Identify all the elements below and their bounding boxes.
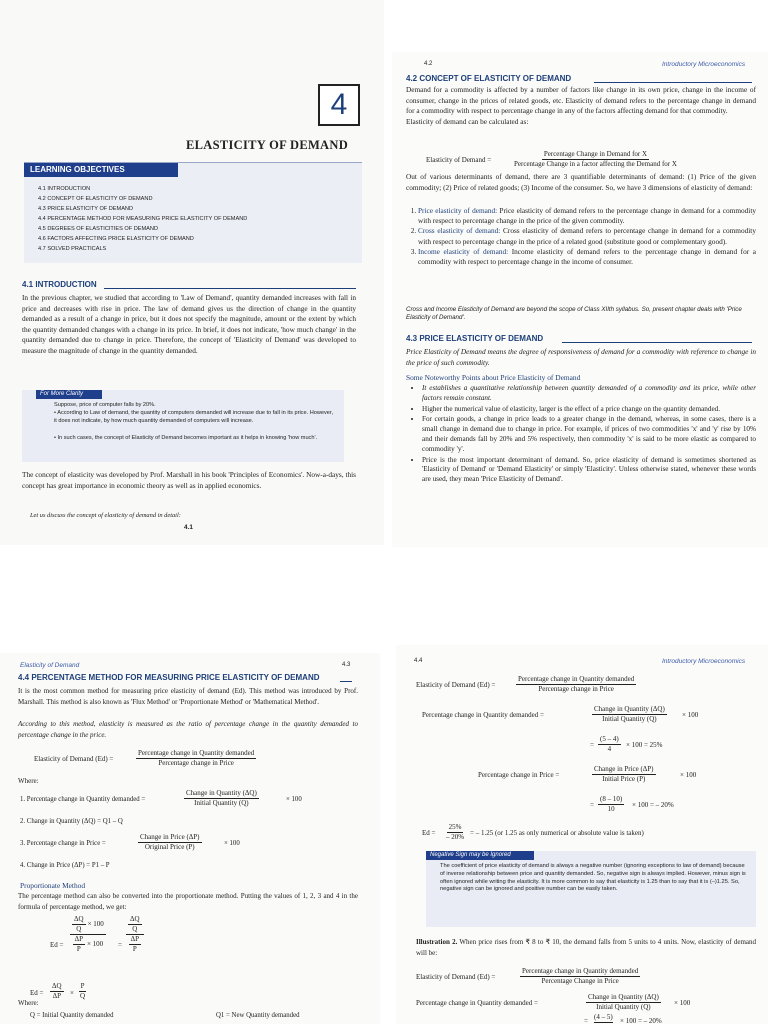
where-label: Where:	[18, 777, 39, 785]
equals-sign: =	[118, 941, 122, 949]
pq-fraction	[592, 705, 667, 724]
more-clarity-bullet	[54, 410, 334, 425]
objective-item: 4.4 PERCENTAGE METHOD FOR MEASURING PRICE ELASTICITY OF DEMAND	[38, 216, 248, 222]
dimension-item	[418, 206, 756, 226]
definition-q1: Q1 = New Quantity demanded	[216, 1012, 300, 1019]
fraction-numerator: (5 – 4)	[600, 735, 619, 743]
calc2-result: × 100 = – 20%	[632, 801, 674, 809]
page-number: 4.4	[414, 658, 423, 664]
page-4-4	[396, 645, 768, 1024]
elasticity-fraction	[512, 150, 679, 169]
fraction-numerator	[126, 915, 144, 935]
ed-value-fraction	[444, 823, 466, 842]
q: Q	[132, 925, 138, 933]
dimension-text: Cross elasticity of demand refers to percentage change in demand for a commodity with respect to percentage change in the price of a related good (substitute good or complementary good).	[418, 226, 756, 246]
pp-fraction	[592, 765, 656, 784]
illustration-2	[416, 937, 756, 958]
delta-q: ΔQ	[52, 982, 62, 990]
ed2-lhs: Elasticity of Demand (Ed) =	[416, 973, 496, 981]
calc1-fraction	[598, 735, 621, 754]
calc3-numerator: (4 – 5)	[594, 1013, 613, 1021]
section-heading-introduction: 4.1 INTRODUCTION	[22, 280, 97, 289]
fraction-numerator	[70, 915, 106, 935]
delta-p: ΔP	[130, 935, 139, 943]
negative-sign-tag: Negative Sign may be Ignored	[426, 851, 534, 860]
section-heading-price-elasticity: 4.3 PRICE ELASTICITY OF DEMAND	[406, 334, 544, 343]
learning-objectives-box	[24, 162, 362, 263]
introduction-paragraph: In the previous chapter, we studied that according to 'Law of Demand', quantity demanded increases with fall in price and decreases with rise in price. The law of demand gives us the direction of change in the quantity demanded as a result of a change in price, but it does not specify the magnitude, amount or the extent by which the quantity demanded changes with a change in its price. In brief, it does not indicate, 'how much change' in the quantity demanded due to change in price. Therefore, the concept of 'Elasticity of Demand' was developed to measure the magnitude of change in the quantity demanded.	[22, 293, 356, 355]
points-heading: Some Noteworthy Points about Price Elasticity of Demand	[406, 373, 581, 382]
fraction-denominator: Percentage Change in Price	[541, 977, 619, 985]
times-100: × 100	[674, 999, 691, 1007]
point-item: • For certain goods, a change in price leads to a greater change in the demand, whereas, in some cases, there is a small change in demand due to change in price. For example, if prices of two commodities 'x' and 'y' rise by 10% and their demands fall by 20% and 5% respectively, then commodity 'x' is said to be more elastic as compared to commodity 'y'.	[422, 415, 756, 454]
fraction-numerator: Change in Quantity (ΔQ)	[588, 993, 659, 1001]
dimension-term: Price elasticity of demand:	[418, 206, 498, 215]
times-sign: ×	[70, 989, 74, 997]
section-heading-concept: 4.2 CONCEPT OF ELASTICITY OF DEMAND	[406, 74, 572, 83]
concept-text: Demand for a commodity is affected by a number of factors like change in its own price, change in the income of consumer, change in the prices of related goods, etc. Elasticity of demand refers to the percentage change in demand for a commodity with respect to percentage change in any of the factors affecting demand for that commodity.	[406, 85, 756, 116]
definition-q: Q = Initial Quantity demanded	[30, 1012, 114, 1019]
item-3-tail: × 100	[224, 840, 240, 847]
fraction-numerator: Change in Quantity (ΔQ)	[186, 789, 257, 797]
objective-item: 4.5 DEGREES OF ELASTICITIES OF DEMAND	[38, 226, 158, 232]
syllabus-note: Cross and Income Elasticity of Demand are beyond the scope of Class XIIth syllabus. So, present chapter deals with 'Price Elasticity of Demand'.	[406, 306, 742, 321]
fraction-denominator	[127, 935, 143, 954]
proportionate-paragraph: The percentage method can also be converted into the proportionate method. Putting the values of 1, 2, 3 and 4 in the formula of percentage method, we get:	[18, 892, 358, 911]
fraction-numerator: Change in Price (ΔP)	[594, 765, 654, 773]
more-clarity-box	[22, 390, 344, 462]
fraction-denominator: Percentage change in Price	[538, 685, 614, 693]
bullet-dot: •	[54, 410, 58, 416]
fraction-denominator: 4	[607, 745, 612, 753]
delta-q: ΔQ	[130, 915, 140, 923]
simplified-fraction	[126, 915, 144, 954]
ed-fraction	[136, 749, 256, 768]
fraction-numerator: Percentage Change in Demand for X	[543, 150, 648, 158]
p: P	[76, 945, 81, 953]
lets-discuss-line: Let us discuss the concept of elasticity of demand in detail:	[30, 512, 181, 519]
ed-lhs: Elasticity of Demand (Ed) =	[416, 681, 496, 689]
item-3-fraction	[138, 833, 202, 852]
p-q-fraction	[78, 982, 87, 1001]
fraction-numerator: Change in Price (ΔP)	[140, 833, 200, 841]
ed-eq-label: Ed =	[422, 829, 436, 837]
more-clarity-text: In such cases, the concept of Elasticity of Demand becomes important as it helps in knowing 'how much'.	[57, 435, 318, 441]
illustration-label: Illustration 2.	[416, 938, 458, 946]
page-4-3	[0, 653, 380, 1024]
pq2-lhs: Percentage change in Quantity demanded =	[416, 999, 538, 1007]
fraction-denominator: Initial Price (P)	[602, 775, 646, 783]
dimensions-list	[406, 206, 756, 267]
fraction-numerator: 25%	[448, 823, 462, 831]
objective-item: 4.7 SOLVED PRACTICALS	[38, 246, 107, 252]
delta-q: ΔQ	[74, 915, 84, 923]
fraction-numerator: Percentage change in Quantity demanded	[522, 967, 639, 975]
fraction-numerator: Percentage change in Quantity demanded	[138, 749, 255, 757]
fraction-denominator: – 20%	[446, 833, 465, 841]
heading-rule	[340, 681, 352, 682]
pq2-fraction	[586, 993, 661, 1012]
q: Q	[80, 992, 86, 1000]
objective-item: 4.3 PRICE ELASTICITY OF DEMAND	[38, 206, 134, 212]
running-header: Introductory Microeconomics	[662, 61, 746, 68]
q: Q	[76, 925, 82, 933]
learning-objectives-heading: LEARNING OBJECTIVES	[24, 163, 178, 177]
page-number: 4.1	[184, 524, 193, 531]
fraction-denominator: Initial Quantity (Q)	[596, 1003, 651, 1011]
running-header: Introductory Microeconomics	[662, 658, 746, 665]
learning-objectives-list	[38, 184, 247, 254]
according-line: According to this method, elasticity is measured as the ratio of percentage change in the quantity demanded to percentage change in the price.	[18, 720, 358, 739]
negative-sign-box	[426, 851, 756, 927]
running-header: Elasticity of Demand	[20, 662, 80, 669]
bullet-dot: •	[54, 435, 58, 441]
where-label: Where:	[18, 999, 39, 1007]
negative-sign-text: The coefficient of price elasticity of demand is always a negative number (ignoring exceptions to law of demand) because of inverse relationship between price and quantity demanded. So, negative sign is always implied. However, minus sign is often ignored while writing the elasticity. It is more common to say that elasticity is 1.25 than to say that it is (–)1.25. So, negative sign can be ignored and positive number can be easily taken.	[440, 863, 746, 893]
heading-rule	[104, 288, 356, 289]
equals-sign: =	[584, 1017, 588, 1024]
fraction-denominator: Percentage Change in a factor affecting the Demand for X	[514, 160, 677, 168]
percentage-method-paragraph: It is the most common method for measuring price elasticity of demand (Ed). This method was introduced by Prof. Marshall. This method is also known as 'Flux Method' or 'Proportionate Method' or 'Mathematical Method'.	[18, 687, 358, 706]
objective-item: 4.1 INTRODUCTION	[38, 186, 91, 192]
ed-label: Ed =	[50, 941, 64, 949]
point-item: • Higher the numerical value of elasticity, larger is the effect of a price change on the quantity demanded.	[422, 405, 756, 415]
ed-lhs: Elasticity of Demand (Ed) =	[34, 755, 114, 763]
formula-lhs: Elasticity of Demand =	[426, 156, 492, 164]
chapter-number-box	[318, 84, 360, 126]
dq-dp-fraction	[50, 982, 64, 1001]
fraction-denominator: Initial Quantity (Q)	[602, 715, 657, 723]
page-4-2	[392, 52, 768, 547]
dimension-term: Cross elasticity of demand:	[418, 226, 501, 236]
page-number: 4.2	[424, 61, 433, 67]
item-1-fraction	[184, 789, 259, 808]
equals-sign: =	[590, 741, 594, 749]
chapter-title: ELASTICITY OF DEMAND	[186, 138, 349, 152]
fraction-denominator: 10	[607, 805, 615, 813]
equals-sign: =	[590, 801, 594, 809]
fraction-numerator: Change in Quantity (ΔQ)	[594, 705, 665, 713]
dimension-term: Income elasticity of demand:	[418, 246, 509, 256]
fraction-numerator: (8 – 10)	[600, 795, 623, 803]
dimensions-paragraph: Out of various determinants of demand, there are 3 quantifiable determinants of demand: (1) Price of the given commodity; (2) Price of related goods; (3) Income of the consumer. So, we have 3 dimensions of elasticity of demand:	[406, 172, 756, 192]
calc2-fraction	[598, 795, 624, 814]
times-100: × 100	[680, 771, 697, 779]
times-100: × 100	[86, 940, 104, 948]
ed-fraction	[516, 675, 636, 694]
concept-paragraph	[406, 85, 756, 127]
times-100: × 100	[682, 711, 699, 719]
noteworthy-points	[412, 384, 756, 486]
more-clarity-line: Suppose, price of computer falls by 20%.	[54, 402, 156, 408]
delta-p: ΔP	[52, 992, 61, 1000]
pq-lhs: Percentage change in Quantity demanded =	[422, 711, 544, 719]
item-3-lhs: 3. Percentage change in Price =	[20, 840, 106, 847]
dimension-text: Income elasticity of demand refers to the percentage change in demand for a commodity with respect to percentage change in the income of consumer.	[418, 246, 756, 267]
fraction-denominator: Percentage change in Price	[158, 759, 234, 767]
dimension-text: Price elasticity of demand refers to the percentage change in demand for a commodity with respect to percentage change in the price of the given commodity.	[418, 206, 757, 226]
more-clarity-tag: For More Clarity	[36, 390, 102, 399]
point-item: • It establishes a quantitative relationship between quantity demanded of a commodity and its price, while other factors remain constant.	[422, 384, 756, 404]
dimension-item	[418, 226, 756, 246]
marshall-paragraph: The concept of elasticity was developed by Prof. Marshall in his book 'Principles of Economics'. Now-a-days, this concept has great importance in economic theory as well as in applied economics.	[22, 470, 356, 490]
dimension-item	[418, 247, 756, 267]
page-4-1	[0, 0, 384, 545]
item-1-lhs: 1. Percentage change in Quantity demanded =	[20, 796, 146, 803]
point-item: • Price is the most important determinant of demand. So, price elasticity of demand is sometimes shortened as 'Elasticity of Demand' or 'Demand Elasticity' or simply 'Elasticity'. Unless otherwise stated, whenever these words are used, they mean 'Price Elasticity of Demand'.	[422, 456, 756, 485]
ped-definition: Price Elasticity of Demand means the degree of responsiveness of demand for a commodity with reference to change in the price of such commodity.	[406, 347, 756, 367]
more-clarity-text: According to Law of demand, the quantity of computers demanded will increase due to fall in its price. However, it does not indicate, by how much quantity demanded of computers will increase.	[54, 410, 334, 424]
page-number: 4.3	[342, 662, 351, 668]
section-heading-percentage-method: 4.4 PERCENTAGE METHOD FOR MEASURING PRICE ELASTICITY OF DEMAND	[18, 673, 320, 682]
fraction-denominator	[71, 935, 106, 954]
ed-label: Ed =	[30, 989, 44, 997]
calc1-result: × 100 = 25%	[626, 741, 663, 749]
heading-rule	[562, 342, 752, 343]
proportionate-heading: Proportionate Method	[20, 881, 86, 890]
calc3-result: × 100 = – 20%	[620, 1017, 662, 1024]
fraction-denominator: Original Price (P)	[144, 843, 195, 851]
chapter-number: 4	[330, 88, 348, 121]
heading-rule	[594, 82, 752, 83]
fraction-numerator: Percentage change in Quantity demanded	[518, 675, 635, 683]
p: P	[132, 945, 137, 953]
times-100: × 100	[87, 920, 104, 928]
fraction-denominator: Initial Quantity (Q)	[194, 799, 249, 807]
calc-line: Elasticity of demand can be calculated as:	[406, 116, 529, 126]
ed2-fraction	[520, 967, 640, 986]
pp-lhs: Percentage change in Price =	[478, 771, 560, 779]
item-1-tail: × 100	[286, 796, 302, 803]
objective-item: 4.2 CONCEPT OF ELASTICITY OF DEMAND	[38, 196, 153, 202]
item-4: 4. Change in Price (ΔP) = P1 – P	[20, 862, 110, 869]
objective-item: 4.6 FACTORS AFFECTING PRICE ELASTICITY OF DEMAND	[38, 236, 194, 242]
proportionate-fraction	[70, 915, 106, 954]
illustration-text: When price rises from ₹ 8 to ₹ 10, the demand falls from 5 units to 4 units. Now, elasticity of demand will be:	[416, 938, 756, 957]
delta-p: ΔP	[74, 935, 83, 943]
p: P	[80, 982, 85, 990]
item-2: 2. Change in Quantity (ΔQ) = Q1 – Q	[20, 818, 123, 825]
ed-value-result: = – 1.25 (or 1.25 as only numerical or absolute value is taken)	[470, 829, 644, 837]
more-clarity-bullet	[54, 435, 334, 443]
